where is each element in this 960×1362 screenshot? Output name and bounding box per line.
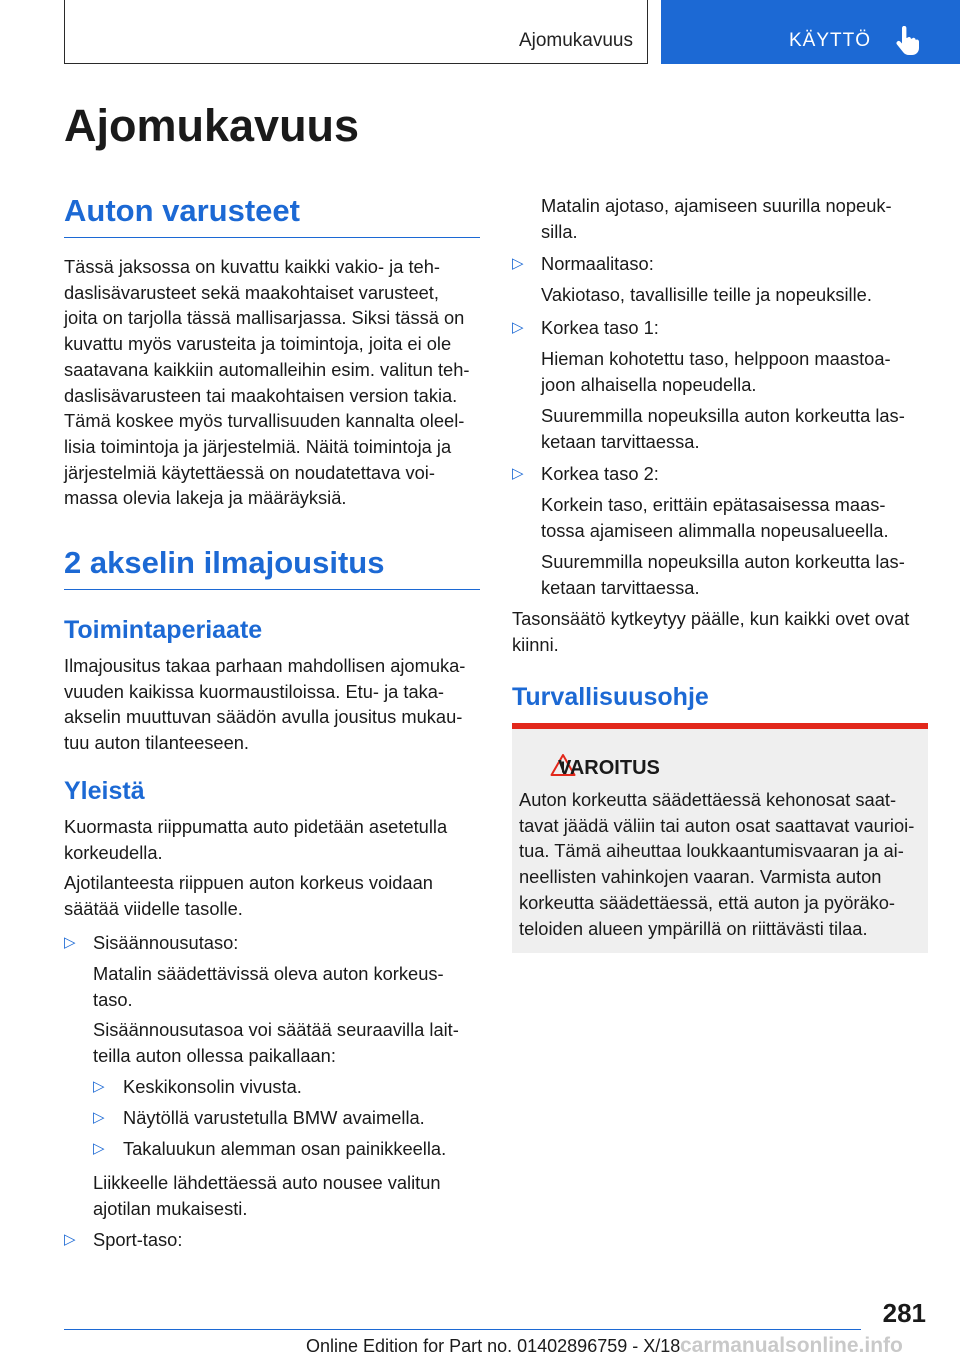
header-section-title: Ajomukavuus xyxy=(518,30,633,51)
general-paragraph-1: Kuormasta riippumatta auto pidetään asetetulla korkeudella. xyxy=(64,816,448,863)
page-number: 281 xyxy=(882,1298,926,1328)
equipment-paragraph: Tässä jaksossa on kuvattu kaikki vakio- ja teh- daslisävarusteet sekä maakohtaiset varusteet, joita on tarjolla tässä mallisarjassa. Siksi tässä on kuvattu myös varusteita ja toimintoja, joita ei ole saatavana kaikkiin automalleihin esim. valitun teh- daslisävarusteen tai maakohtaisen version takia. Tämä koskee myös turvallisuuden kannalta oleel- lisia toimintoja ja järjestelmiä. Näitä toimintoja ja järjestelmiä käytettäessä on noudatettava voi- massa olevia lakeja ja määräyksiä. xyxy=(64,256,470,509)
bullet-icon: ▷ xyxy=(93,1109,105,1126)
sport-desc: Matalin ajotaso, ajamiseen suurilla nopeuk- silla. xyxy=(541,195,892,242)
entry-desc-2: Sisäännousutasoa voi säätää seuraavilla lait- teilla auton ollessa paikallaan: xyxy=(93,1019,459,1066)
heading-air-suspension: 2 akselin ilmajousitus xyxy=(64,545,480,590)
entry-desc-1: Matalin säädettävissä oleva auton korkeus- taso. xyxy=(93,963,444,1010)
heading-principle: Toimintaperiaate xyxy=(64,616,263,644)
high1-desc-1: Hieman kohotettu taso, helppoon maastoa- joon alhaisella nopeudella. xyxy=(541,348,891,395)
principle-paragraph: Ilmajousitus takaa parhaan mahdollisen ajomuka- vuuden kaikissa kuormaustiloissa. Etu- ja taka- akselin muuttuvan säädön avulla jousitus mukau- tuu auton tilanteeseen. xyxy=(64,655,466,754)
high1-desc-2: Suuremmilla nopeuksilla auton korkeutta las- ketaan tarvittaessa. xyxy=(541,405,905,452)
list-item-sport: Sport-taso: xyxy=(93,1229,183,1250)
general-paragraph-2: Ajotilanteesta riippuen auton korkeus voidaan säätää viidelle tasolle. xyxy=(64,872,433,919)
footer-divider xyxy=(64,1329,861,1330)
warning-text: Auton korkeutta säädettäessä kehonosat saat- tavat jäädä väliin tai auton osat saattavat vaurioi- tua. Tämä aiheuttaa loukkaantumisvaaran ja ai- neellisten vahinkojen vaaran. Varmista auton korkeutta säädettäessä, että auton ja pyöräko- teloiden alueen ympärillä on riittävästi tilaa. xyxy=(519,789,915,939)
list-item-normal: Normaalitaso: xyxy=(541,253,654,274)
page-title: Ajomukavuus xyxy=(64,100,360,151)
high2-desc-2: Suuremmilla nopeuksilla auton korkeutta las- ketaan tarvittaessa. xyxy=(541,551,905,598)
normal-desc: Vakiotaso, tavallisille teille ja nopeuksille. xyxy=(541,284,872,305)
list-item-entry-level: Sisäännousutaso: xyxy=(93,932,239,953)
header-chapter-tab[interactable] xyxy=(661,0,960,64)
bullet-icon: ▷ xyxy=(93,1140,105,1157)
hand-pointer-icon xyxy=(893,26,919,56)
bullet-icon: ▷ xyxy=(64,1231,76,1248)
bullet-icon: ▷ xyxy=(64,934,76,951)
watermark: carmanualsonline.info xyxy=(680,1334,903,1357)
heading-equipment: Auton varusteet xyxy=(64,193,480,238)
list-item-high1: Korkea taso 1: xyxy=(541,317,659,338)
bullet-icon: ▷ xyxy=(512,255,524,272)
sub-item-tailgate: Takaluukun alemman osan painikkeella. xyxy=(123,1138,447,1159)
header-chapter-label: KÄYTTÖ xyxy=(789,30,872,51)
closing-paragraph: Tasonsäätö kytkeytyy päälle, kun kaikki ovet ovat kiinni. xyxy=(512,608,910,655)
edition-text: Online Edition for Part no. 01402896759 - X/18 xyxy=(306,1336,681,1356)
list-item-high2: Korkea taso 2: xyxy=(541,463,659,484)
warning-title: VAROITUS xyxy=(558,757,660,779)
bullet-icon: ▷ xyxy=(512,465,524,482)
heading-general: Yleistä xyxy=(64,777,145,805)
sub-item-console: Keskikonsolin vivusta. xyxy=(123,1076,302,1097)
high2-desc-1: Korkein taso, erittäin epätasaisessa maas- tossa ajamiseen alimmalla nopeusalueella. xyxy=(541,494,889,541)
sub-item-key: Näytöllä varustetulla BMW avaimella. xyxy=(123,1107,425,1128)
warning-box xyxy=(512,723,928,953)
bullet-icon: ▷ xyxy=(93,1078,105,1095)
heading-safety: Turvallisuusohje xyxy=(512,683,709,711)
bullet-icon: ▷ xyxy=(512,319,524,336)
entry-desc-3: Liikkeelle lähdettäessä auto nousee valitun ajotilan mukaisesti. xyxy=(93,1172,441,1219)
header-section-box xyxy=(64,0,648,64)
